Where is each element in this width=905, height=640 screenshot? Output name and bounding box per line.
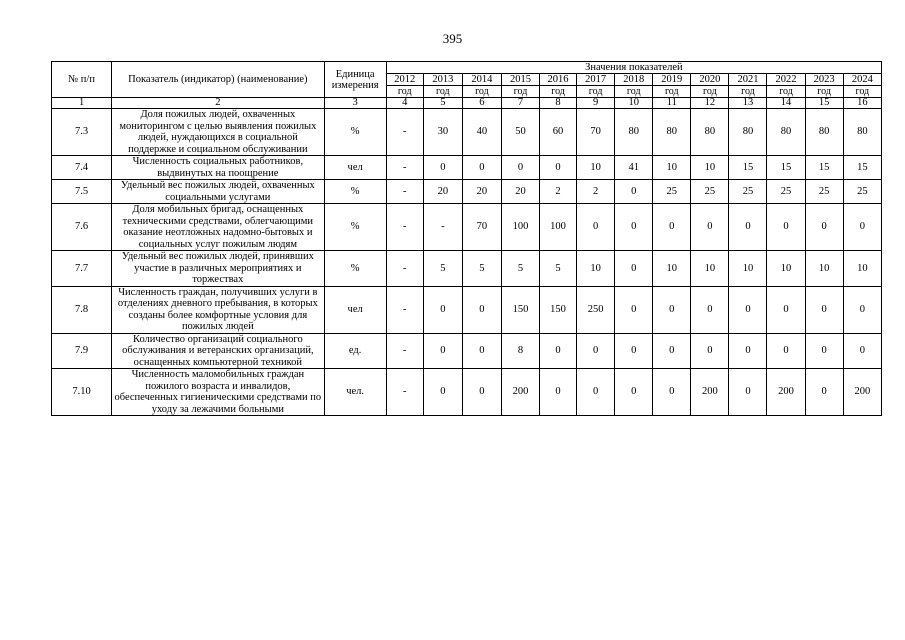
value-cell: 41 [615, 156, 653, 180]
value-cell: 0 [729, 333, 767, 369]
unit-cell: % [324, 109, 386, 156]
value-cell: 2 [577, 180, 615, 204]
header-year-2024: 2024 [843, 74, 881, 86]
value-cell: 0 [423, 369, 462, 416]
value-cell: 0 [805, 286, 843, 333]
value-cell: - [386, 286, 423, 333]
value-cell: 0 [423, 286, 462, 333]
value-cell: 250 [577, 286, 615, 333]
column-number: 4 [386, 98, 423, 109]
value-cell: 0 [615, 286, 653, 333]
column-number: 6 [462, 98, 501, 109]
value-cell: 0 [805, 369, 843, 416]
value-cell: 70 [577, 109, 615, 156]
column-number: 16 [843, 98, 881, 109]
value-cell: 5 [423, 251, 462, 287]
value-cell: 200 [691, 369, 729, 416]
value-cell: 2 [540, 180, 577, 204]
value-cell: 60 [540, 109, 577, 156]
value-cell: 25 [653, 180, 691, 204]
value-cell: 0 [540, 369, 577, 416]
header-year-suffix: год [767, 86, 805, 98]
value-cell: 0 [843, 286, 881, 333]
column-number: 10 [615, 98, 653, 109]
table-row [52, 109, 882, 156]
value-cell: 10 [805, 251, 843, 287]
header-year-suffix: год [577, 86, 615, 98]
value-cell: 10 [577, 251, 615, 287]
value-cell: 0 [615, 180, 653, 204]
header-year-2019: 2019 [653, 74, 691, 86]
value-cell: - [386, 109, 423, 156]
header-year-2015: 2015 [501, 74, 539, 86]
header-year-2017: 2017 [577, 74, 615, 86]
value-cell: 0 [843, 204, 881, 251]
value-cell: 5 [501, 251, 539, 287]
value-cell: 0 [577, 369, 615, 416]
value-cell: 80 [653, 109, 691, 156]
value-cell: - [386, 156, 423, 180]
row-number: 7.7 [52, 251, 112, 287]
value-cell: 10 [767, 251, 805, 287]
value-cell: - [386, 369, 423, 416]
column-number: 11 [653, 98, 691, 109]
row-number: 7.4 [52, 156, 112, 180]
value-cell: 0 [615, 204, 653, 251]
value-cell: 10 [691, 156, 729, 180]
header-year-2013: 2013 [423, 74, 462, 86]
unit-cell: % [324, 251, 386, 287]
value-cell: 0 [540, 156, 577, 180]
value-cell: 0 [729, 286, 767, 333]
header-year-2016: 2016 [540, 74, 577, 86]
column-number: 13 [729, 98, 767, 109]
value-cell: 15 [729, 156, 767, 180]
indicator-name: Доля пожилых людей, охваченных мониторингом с целью выявления пожилых людей, нуждающихся в социальной поддержке и социальном обслуживании [112, 109, 324, 156]
header-year-suffix: год [843, 86, 881, 98]
header-year-2018: 2018 [615, 74, 653, 86]
value-cell: 0 [767, 204, 805, 251]
table-row [52, 369, 882, 416]
unit-cell: % [324, 180, 386, 204]
table-row [52, 156, 882, 180]
value-cell: 0 [653, 286, 691, 333]
value-cell: 20 [423, 180, 462, 204]
value-cell: 0 [462, 286, 501, 333]
value-cell: 0 [691, 286, 729, 333]
value-cell: 15 [805, 156, 843, 180]
header-year-suffix: год [615, 86, 653, 98]
header-year-2014: 2014 [462, 74, 501, 86]
table-row [52, 180, 882, 204]
value-cell: 70 [462, 204, 501, 251]
header-year-2023: 2023 [805, 74, 843, 86]
row-number: 7.9 [52, 333, 112, 369]
value-cell: 25 [767, 180, 805, 204]
value-cell: 10 [577, 156, 615, 180]
value-cell: - [386, 204, 423, 251]
column-number: 9 [577, 98, 615, 109]
indicator-name: Доля мобильных бригад, оснащенных техническими средствами, облегчающими оказание неотложных надомно-бытовых и социальных услуг пожилым людям [112, 204, 324, 251]
value-cell: 80 [729, 109, 767, 156]
value-cell: 15 [843, 156, 881, 180]
row-number: 7.8 [52, 286, 112, 333]
value-cell: 15 [767, 156, 805, 180]
value-cell: 150 [540, 286, 577, 333]
value-cell: 0 [805, 333, 843, 369]
row-number: 7.6 [52, 204, 112, 251]
value-cell: - [386, 251, 423, 287]
table-row [52, 333, 882, 369]
header-year-suffix: год [540, 86, 577, 98]
value-cell: 200 [767, 369, 805, 416]
value-cell: 0 [767, 333, 805, 369]
value-cell: 0 [691, 204, 729, 251]
table-row [52, 286, 882, 333]
value-cell: 40 [462, 109, 501, 156]
indicator-name: Количество организаций социального обслуживания и ветеранских организаций, оснащенных компьютерной техникой [112, 333, 324, 369]
value-cell: - [386, 333, 423, 369]
value-cell: 0 [501, 156, 539, 180]
column-number: 12 [691, 98, 729, 109]
row-number: 7.5 [52, 180, 112, 204]
header-year-2020: 2020 [691, 74, 729, 86]
value-cell: 80 [805, 109, 843, 156]
column-number: 1 [52, 98, 112, 109]
value-cell: 0 [653, 204, 691, 251]
indicator-name: Численность маломобильных граждан пожилого возраста и инвалидов, обеспеченных гигиеническими средствами по уходу за лежачими больными [112, 369, 324, 416]
page-number: 395 [442, 31, 463, 46]
indicator-name: Удельный вес пожилых людей, принявших участие в различных мероприятиях и торжествах [112, 251, 324, 287]
header-year-suffix: год [691, 86, 729, 98]
value-cell: 0 [423, 333, 462, 369]
value-cell: 25 [691, 180, 729, 204]
value-cell: 25 [843, 180, 881, 204]
indicator-name: Численность граждан, получивших услуги в отделениях дневного пребывания, в которых созданы более комфортные условия для пожилых людей [112, 286, 324, 333]
header-year-suffix: год [386, 86, 423, 98]
value-cell: 30 [423, 109, 462, 156]
value-cell: 0 [462, 333, 501, 369]
row-number: 7.3 [52, 109, 112, 156]
header-year-suffix: год [462, 86, 501, 98]
value-cell: 0 [615, 251, 653, 287]
value-cell: 10 [843, 251, 881, 287]
value-cell: 0 [577, 333, 615, 369]
value-cell: 20 [462, 180, 501, 204]
value-cell: - [423, 204, 462, 251]
value-cell: 80 [691, 109, 729, 156]
value-cell: 200 [843, 369, 881, 416]
value-cell: 200 [501, 369, 539, 416]
header-unit: Единица измерения [324, 62, 386, 98]
header-year-suffix: год [501, 86, 539, 98]
unit-cell: % [324, 204, 386, 251]
header-year-2021: 2021 [729, 74, 767, 86]
value-cell: 80 [767, 109, 805, 156]
value-cell: 0 [462, 369, 501, 416]
table-row [52, 204, 882, 251]
header-year-suffix: год [805, 86, 843, 98]
unit-cell: чел [324, 286, 386, 333]
value-cell: 0 [691, 333, 729, 369]
unit-cell: чел [324, 156, 386, 180]
value-cell: 0 [805, 204, 843, 251]
value-cell: 50 [501, 109, 539, 156]
value-cell: 100 [540, 204, 577, 251]
unit-cell: чел. [324, 369, 386, 416]
table-row [52, 251, 882, 287]
header-indicator: Показатель (индикатор) (наименование) [112, 62, 324, 98]
unit-cell: ед. [324, 333, 386, 369]
value-cell: 10 [691, 251, 729, 287]
column-number: 14 [767, 98, 805, 109]
value-cell: 0 [729, 204, 767, 251]
value-cell: 0 [653, 369, 691, 416]
value-cell: 0 [423, 156, 462, 180]
value-cell: 100 [501, 204, 539, 251]
value-cell: 10 [729, 251, 767, 287]
header-year-2012: 2012 [386, 74, 423, 86]
header-num: № п/п [52, 62, 112, 98]
header-year-suffix: год [653, 86, 691, 98]
value-cell: 20 [501, 180, 539, 204]
column-number: 3 [324, 98, 386, 109]
header-year-suffix: год [729, 86, 767, 98]
value-cell: 0 [729, 369, 767, 416]
value-cell: 0 [615, 333, 653, 369]
column-number: 15 [805, 98, 843, 109]
value-cell: 5 [462, 251, 501, 287]
header-year-suffix: год [423, 86, 462, 98]
value-cell: 0 [767, 286, 805, 333]
value-cell: 10 [653, 251, 691, 287]
indicators-table [51, 61, 882, 416]
column-number: 8 [540, 98, 577, 109]
value-cell: 25 [805, 180, 843, 204]
column-number: 5 [423, 98, 462, 109]
value-cell: 5 [540, 251, 577, 287]
column-number: 7 [501, 98, 539, 109]
header-values-group: Значения показателей [386, 62, 881, 74]
value-cell: 80 [843, 109, 881, 156]
column-number: 2 [112, 98, 324, 109]
value-cell: 0 [577, 204, 615, 251]
value-cell: - [386, 180, 423, 204]
value-cell: 0 [540, 333, 577, 369]
value-cell: 0 [615, 369, 653, 416]
value-cell: 8 [501, 333, 539, 369]
value-cell: 25 [729, 180, 767, 204]
indicator-name: Удельный вес пожилых людей, охваченных социальными услугами [112, 180, 324, 204]
column-numbers-row [52, 98, 882, 109]
row-number: 7.10 [52, 369, 112, 416]
value-cell: 0 [462, 156, 501, 180]
value-cell: 0 [843, 333, 881, 369]
value-cell: 0 [653, 333, 691, 369]
value-cell: 10 [653, 156, 691, 180]
value-cell: 150 [501, 286, 539, 333]
indicator-name: Численность социальных работников, выдвинутых на поощрение [112, 156, 324, 180]
header-year-2022: 2022 [767, 74, 805, 86]
value-cell: 80 [615, 109, 653, 156]
